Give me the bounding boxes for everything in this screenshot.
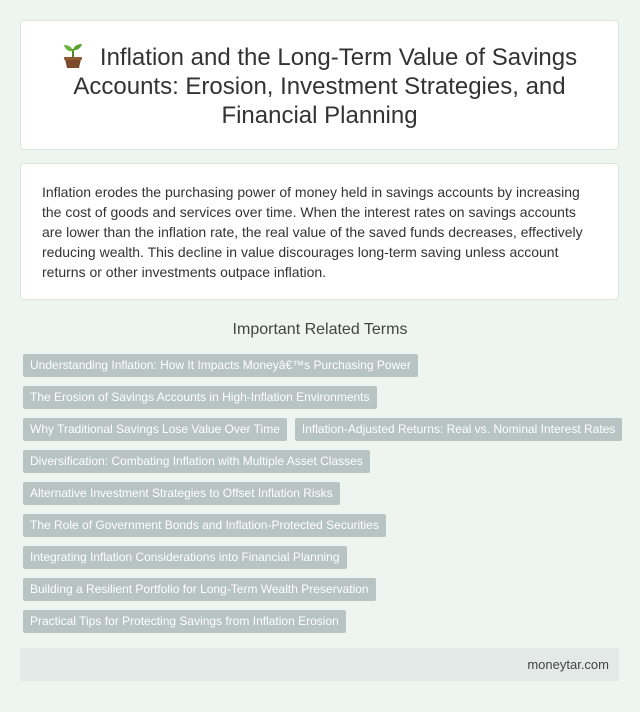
related-terms-heading: Important Related Terms xyxy=(232,321,408,338)
related-term-tag[interactable]: Integrating Inflation Considerations into Financial Planning xyxy=(23,546,347,569)
related-term-tag[interactable]: Inflation-Adjusted Returns: Real vs. Nominal Interest Rates xyxy=(295,418,622,441)
page-title-text: Inflation and the Long-Term Value of Savings Accounts: Erosion, Investment Strategies, and Financial Planning xyxy=(73,44,578,129)
related-term-tag[interactable]: Practical Tips for Protecting Savings from Inflation Erosion xyxy=(23,610,346,633)
sprout-icon xyxy=(62,43,84,69)
related-term-tag[interactable]: The Role of Government Bonds and Inflation-Protected Securities xyxy=(23,514,386,537)
related-term-tag[interactable]: The Erosion of Savings Accounts in High-Inflation Environments xyxy=(23,386,377,409)
tag-row xyxy=(23,450,623,473)
related-term-tag[interactable]: Why Traditional Savings Lose Value Over Time xyxy=(23,418,287,441)
intro-card xyxy=(20,163,619,300)
related-term-tag[interactable]: Alternative Investment Strategies to Offset Inflation Risks xyxy=(23,482,340,505)
footer xyxy=(20,648,619,681)
tag-row xyxy=(23,546,623,569)
related-term-tag[interactable]: Diversification: Combating Inflation with Multiple Asset Classes xyxy=(23,450,370,473)
footer-site-link[interactable]: moneytar.com xyxy=(527,657,609,672)
page-title xyxy=(21,21,618,130)
tag-row xyxy=(23,610,623,633)
tag-row xyxy=(23,482,623,505)
related-term-tag[interactable]: Understanding Inflation: How It Impacts Moneyâ€™s Purchasing Power xyxy=(23,354,418,377)
tag-row xyxy=(23,386,623,409)
tag-row xyxy=(23,514,623,537)
related-term-tag[interactable]: Building a Resilient Portfolio for Long-Term Wealth Preservation xyxy=(23,578,376,601)
intro-text: Inflation erodes the purchasing power of money held in savings accounts by increasing the cost of goods and services over time. When the interest rates on savings accounts are lower than the inflation rate, the real value of the saved funds decreases, effectively reducing wealth. This decline in value discourages long-term saving unless account returns or other investments outpace inflation. xyxy=(42,184,583,280)
tag-row xyxy=(23,354,623,377)
tag-row xyxy=(23,418,623,441)
tag-row xyxy=(23,578,623,601)
related-terms-list xyxy=(23,354,623,642)
title-card xyxy=(20,20,619,150)
